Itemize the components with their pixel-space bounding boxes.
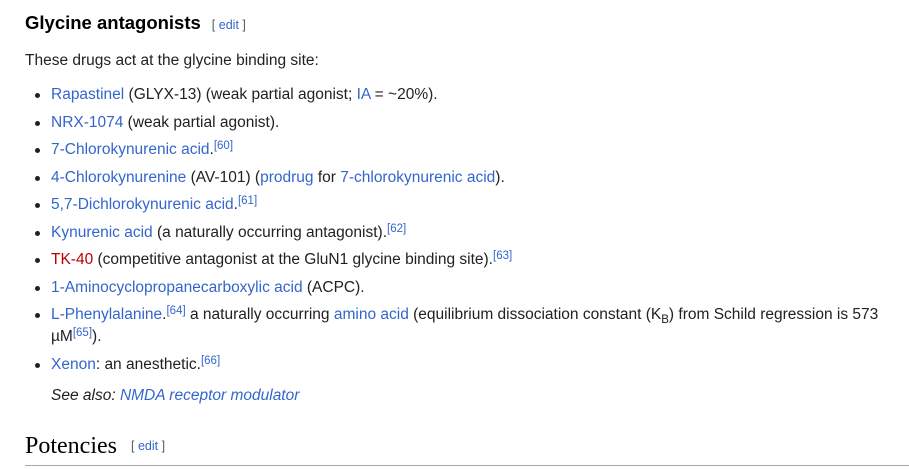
section-heading xyxy=(25,10,246,38)
list-item: TK-40 (competitive antagonist at the GluN1 glycine binding site).[63] xyxy=(51,249,901,271)
redlink-tk-40[interactable]: TK-40 xyxy=(51,251,94,268)
link-7-chlorokynurenic-acid-2[interactable]: 7-chlorokynurenic acid xyxy=(340,168,496,186)
bullet-icon xyxy=(35,121,40,126)
reference xyxy=(166,305,185,317)
ref-66-link[interactable]: [66] xyxy=(200,354,221,367)
bullet-icon xyxy=(35,313,40,318)
ref-64-link[interactable]: [64] xyxy=(166,305,186,317)
list-item: 7-Chlorokynurenic acid.[60] xyxy=(51,139,901,161)
intro-text: These drugs act at the glycine binding site: xyxy=(25,52,319,69)
heading-divider xyxy=(25,465,909,466)
link-acpc[interactable]: 1-Aminocyclopropanecarboxylic acid xyxy=(51,278,303,296)
link-kynurenic-acid[interactable]: Kynurenic acid xyxy=(51,223,153,241)
link-amino-acid[interactable]: amino acid xyxy=(333,306,409,323)
edit-link[interactable]: edit xyxy=(137,439,159,453)
list-item: Xenon: an anesthetic.[66] xyxy=(51,354,901,376)
reference xyxy=(214,140,233,152)
link-5-7-dichlorokynurenic-acid[interactable]: 5,7-Dichlorokynurenic acid xyxy=(51,196,234,213)
see-also: See also: NMDA receptor modulator xyxy=(51,387,300,404)
link-4-chlorokynurenine[interactable]: 4-Chlorokynurenine xyxy=(51,168,187,186)
next-section-heading xyxy=(25,430,165,462)
antagonist-list xyxy=(51,84,901,381)
bullet-icon xyxy=(35,203,40,208)
next-section-title: Potencies xyxy=(25,433,117,459)
reference xyxy=(238,195,257,207)
reference xyxy=(493,250,512,262)
list-item: 1-Aminocyclopropanecarboxylic acid (ACPC). xyxy=(51,277,901,299)
link-7-chlorokynurenic-acid[interactable]: 7-Chlorokynurenic acid xyxy=(51,141,210,158)
bullet-icon xyxy=(35,231,40,236)
bullet-icon xyxy=(35,286,40,291)
reference xyxy=(387,223,406,235)
bullet-icon xyxy=(35,93,40,98)
bullet-icon xyxy=(35,363,40,368)
bullet-icon xyxy=(35,148,40,153)
ref-63-link[interactable]: [63] xyxy=(493,250,513,262)
link-prodrug[interactable]: prodrug xyxy=(260,168,314,186)
bullet-icon xyxy=(35,176,40,181)
reference xyxy=(201,355,220,367)
link-xenon[interactable]: Xenon xyxy=(51,355,96,373)
section-title: Glycine antagonists xyxy=(25,12,201,33)
list-item: 4-Chlorokynurenine (AV-101) (prodrug for 7-chlorokynurenic acid). xyxy=(51,167,901,189)
reference xyxy=(73,327,92,339)
link-nrx-1074[interactable]: NRX-1074 xyxy=(51,113,124,131)
list-item: NRX-1074 (weak partial agonist). xyxy=(51,112,901,134)
list-item: L-Phenylalanine.[64] a naturally occurring amino acid (equilibrium dissociation constant $(K_B)$ from Schild regression is 573 µM[65]). xyxy=(51,304,901,348)
edit-section: [ edit ] xyxy=(211,18,246,32)
edit-link[interactable]: edit xyxy=(218,18,239,32)
link-nmda-receptor-modulator[interactable]: NMDA receptor modulator xyxy=(119,387,300,404)
list-item: Kynurenic acid (a naturally occurring antagonist).[62] xyxy=(51,222,901,244)
ref-61-link[interactable]: [61] xyxy=(237,195,258,207)
list-item: Rapastinel (GLYX-13) (weak partial agonist; IA = ~20%). xyxy=(51,84,901,106)
ref-60-link[interactable]: [60] xyxy=(213,140,234,152)
ref-65-link[interactable]: [65] xyxy=(72,327,93,339)
subscript: B xyxy=(661,314,669,326)
list-item: 5,7-Dichlorokynurenic acid.[61] xyxy=(51,194,901,216)
link-ia[interactable]: IA xyxy=(356,86,371,103)
edit-section: [ edit ] xyxy=(130,439,166,453)
bullet-icon xyxy=(35,258,40,263)
link-l-phenylalanine[interactable]: L-Phenylalanine xyxy=(51,306,163,323)
link-rapastinel[interactable]: Rapastinel xyxy=(51,86,125,103)
ref-62-link[interactable]: [62] xyxy=(387,222,407,235)
